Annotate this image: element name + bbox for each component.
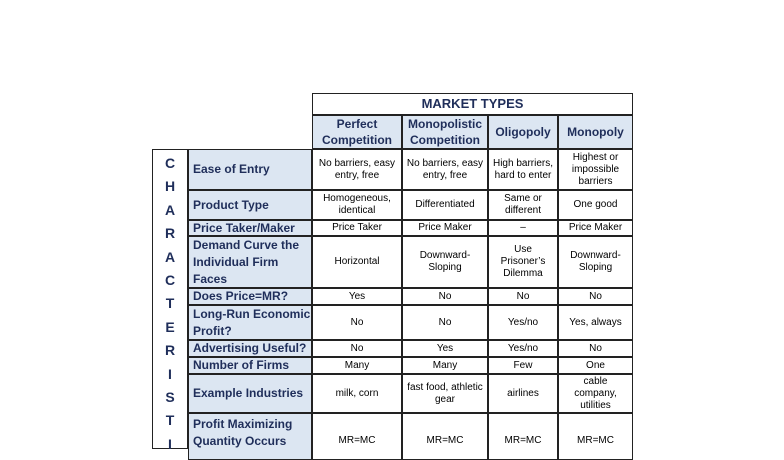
table-cell: No [402, 288, 488, 305]
side-letter: A [164, 248, 176, 265]
characteristics-side-label [152, 149, 188, 452]
row-label-long-run-profit: Long-Run Economic Profit? [188, 305, 312, 340]
row-label-advertising-useful: Advertising Useful? [188, 340, 312, 357]
side-letter: I [168, 365, 172, 382]
row-label-demand-curve: Demand Curve the Individual Firm Faces [188, 236, 312, 288]
table-cell: Yes [402, 340, 488, 357]
column-header-oligopoly: Oligopoly [488, 115, 558, 149]
table-cell: MR=MC [402, 413, 488, 460]
row-label-example-industries: Example Industries [188, 374, 312, 413]
table-cell: MR=MC [312, 413, 402, 460]
column-header-perfect-competition: Perfect Competition [312, 115, 402, 149]
row-label-ease-of-entry: Ease of Entry [188, 149, 312, 190]
table-cell: Price Taker [312, 220, 402, 236]
side-letter: S [165, 388, 175, 405]
table-cell: Yes, always [558, 305, 633, 340]
table-cell: Same or different [488, 190, 558, 220]
table-cell: Yes/no [488, 305, 558, 340]
table-cell: Horizontal [312, 236, 402, 288]
column-header-monopoly: Monopoly [558, 115, 633, 149]
table-cell: airlines [488, 374, 558, 413]
table-cell: One good [558, 190, 633, 220]
table-cell: MR=MC [558, 413, 633, 460]
table-cell: Differentiated [402, 190, 488, 220]
table-cell: Use Prisoner’s Dilemma [488, 236, 558, 288]
row-label-number-of-firms: Number of Firms [188, 357, 312, 374]
table-cell: Highest or impossible barriers [558, 149, 633, 190]
table-cell: milk, corn [312, 374, 402, 413]
table-cell: No barriers, easy entry, free [402, 149, 488, 190]
side-letter: R [164, 342, 176, 359]
row-label-profit-maximizing: Profit Maximizing Quantity Occurs [188, 413, 312, 460]
table-cell: No [558, 288, 633, 305]
table-cell: Many [312, 357, 402, 374]
side-letter: C [164, 271, 176, 288]
table-cell: Downward-Sloping [402, 236, 488, 288]
table-cell: – [488, 220, 558, 236]
table-cell: No [312, 305, 402, 340]
table-cell: No [312, 340, 402, 357]
table-cell: No [488, 288, 558, 305]
side-letter: I [168, 435, 172, 452]
side-letter: H [164, 178, 176, 195]
side-letter: R [164, 225, 176, 242]
table-cell: cable company, utilities [558, 374, 633, 413]
table-cell: fast food, athletic gear [402, 374, 488, 413]
table-cell: No [558, 340, 633, 357]
table-cell: No [402, 305, 488, 340]
table-cell: Homogeneous, identical [312, 190, 402, 220]
table-cell: Price Maker [558, 220, 633, 236]
side-letter: T [165, 295, 175, 312]
side-letter: T [165, 412, 175, 429]
market-types-title: MARKET TYPES [312, 93, 633, 115]
table-cell: MR=MC [488, 413, 558, 460]
table-cell: Few [488, 357, 558, 374]
table-cell: Yes [312, 288, 402, 305]
row-label-price-equals-mr: Does Price=MR? [188, 288, 312, 305]
table-cell: Many [402, 357, 488, 374]
table-cell: High barriers, hard to enter [488, 149, 558, 190]
side-letter: A [164, 201, 176, 218]
table-cell: One [558, 357, 633, 374]
table-cell: No barriers, easy entry, free [312, 149, 402, 190]
table-cell: Yes/no [488, 340, 558, 357]
table-cell: Downward-Sloping [558, 236, 633, 288]
row-label-product-type: Product Type [188, 190, 312, 220]
column-header-monopolistic-competition: Monopolistic Competition [402, 115, 488, 149]
side-letter: E [165, 318, 175, 335]
row-label-price-taker-maker: Price Taker/Maker [188, 220, 312, 236]
side-letter: C [164, 155, 176, 171]
table-cell: Price Maker [402, 220, 488, 236]
